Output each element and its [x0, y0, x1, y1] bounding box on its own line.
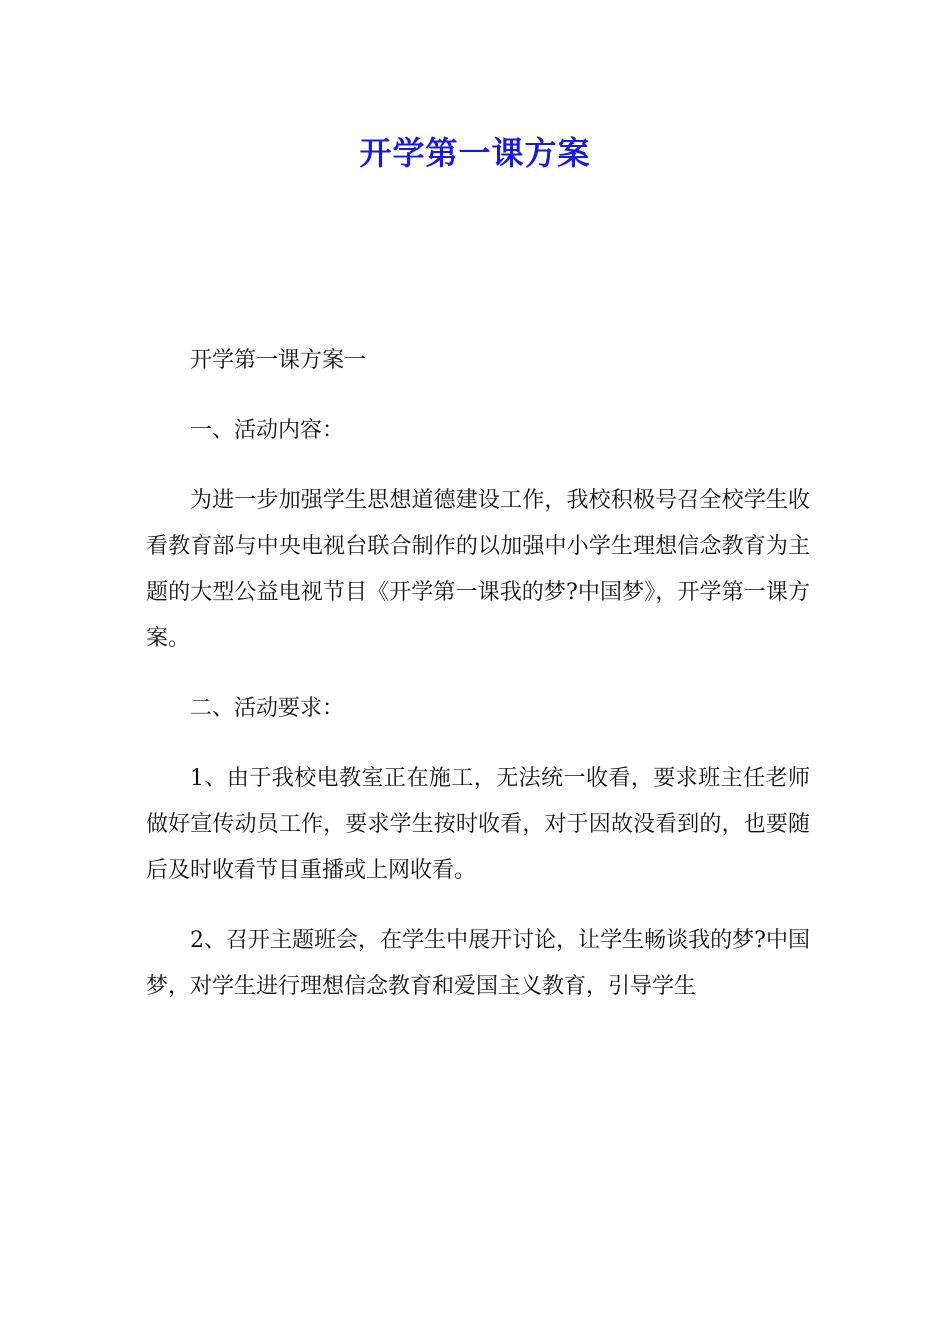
- body-paragraph: 为进一步加强学生思想道德建设工作，我校积极号召全校学生收看教育部与中央电视台联合制作的以加强中小学生理想信念教育为主题的大型公益电视节目《开学第一课我的梦?中国梦》，开学第一课方案。: [146, 488, 810, 651]
- page-title: 开学第一课方案: [359, 134, 591, 172]
- document-body: [146, 338, 810, 1034]
- section-heading: 开学第一课方案一: [190, 348, 367, 373]
- subsection-heading: 二、活动要求：: [190, 696, 345, 721]
- body-paragraph: 2、召开主题班会，在学生中展开讨论，让学生畅谈我的梦?中国梦，对学生进行理想信念教育和爱国主义教育，引导学生: [146, 928, 810, 999]
- body-paragraph: 1、由于我校电教室正在施工，无法统一收看，要求班主任老师做好宣传动员工作，要求学生按时收看，对于因故没看到的，也要随后及时收看节目重播或上网收看。: [146, 766, 810, 883]
- subsection-heading: 一、活动内容：: [190, 418, 345, 443]
